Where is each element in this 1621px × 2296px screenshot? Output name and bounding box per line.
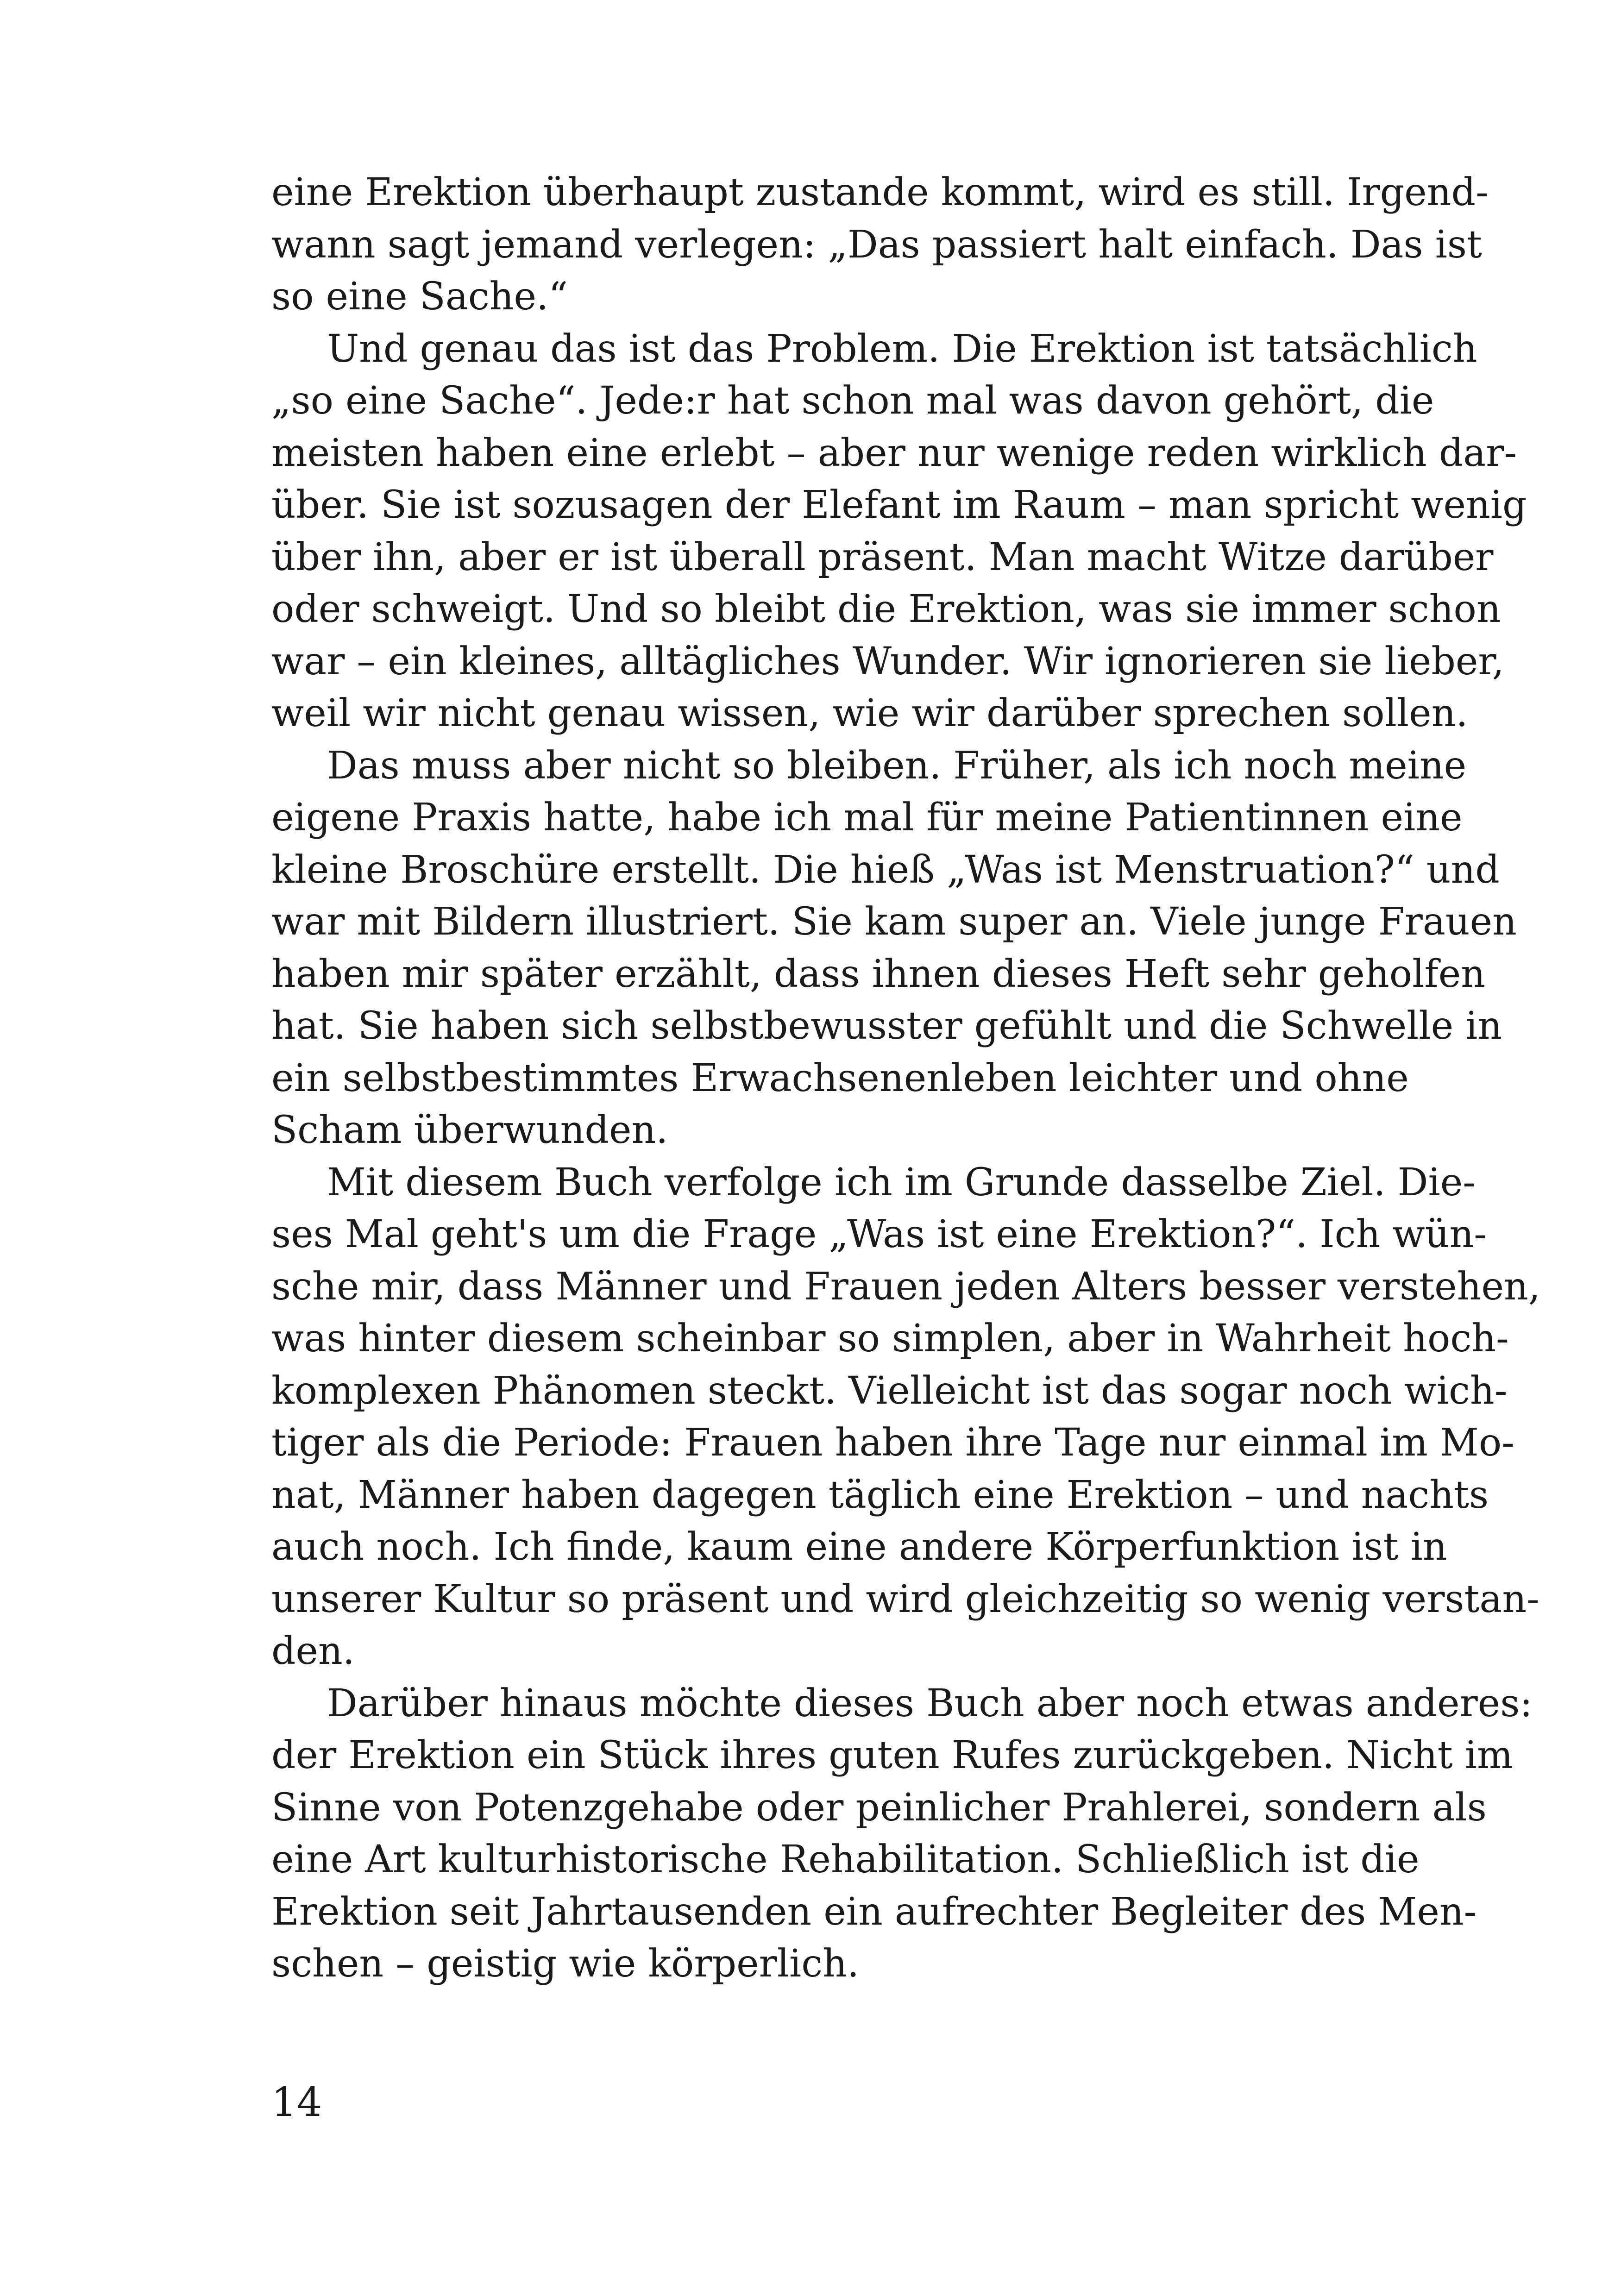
text-line: tiger als die Periode: Frauen haben ihre Tage nur einmal im Mo-: [271, 1421, 1514, 1465]
text-line: eigene Praxis hatte, habe ich mal für meine Patientinnen eine: [271, 796, 1463, 840]
text-line: nat, Männer haben dagegen täglich eine Erektion – und nachts: [271, 1473, 1489, 1517]
text-line: kleine Broschüre erstellt. Die hieß „Was ist Menstruation?“ und: [271, 847, 1500, 892]
text-line: Erektion seit Jahrtausenden ein aufrechter Begleiter des Men-: [271, 1889, 1477, 1934]
text-line: über. Sie ist sozusagen der Elefant im Raum – man spricht wenig: [271, 483, 1527, 527]
text-line: Scham überwunden.: [271, 1108, 668, 1152]
text-line: Das muss aber nicht so bleiben. Früher, als ich noch meine: [327, 743, 1467, 788]
text-line: Und genau das ist das Problem. Die Erektion ist tatsächlich: [327, 326, 1477, 371]
page-number: 14: [271, 2079, 322, 2126]
text-line: sche mir, dass Männer und Frauen jeden Alters besser verstehen,: [271, 1264, 1540, 1309]
text-line: den.: [271, 1629, 355, 1673]
text-line: „so eine Sache“. Jede:r hat schon mal was davon gehört, die: [271, 379, 1434, 423]
text-line: meisten haben eine erlebt – aber nur wenige reden wirklich dar-: [271, 431, 1517, 475]
text-line: hat. Sie haben sich selbstbewusster gefühlt und die Schwelle in: [271, 1004, 1502, 1048]
text-line: der Erektion ein Stück ihres guten Rufes zurückgeben. Nicht im: [271, 1733, 1513, 1777]
text-line: auch noch. Ich finde, kaum eine andere Körperfunktion ist in: [271, 1525, 1447, 1569]
text-line: was hinter diesem scheinbar so simplen, aber in Wahrheit hoch-: [271, 1317, 1509, 1361]
text-line: war mit Bildern illustriert. Sie kam super an. Viele junge Frauen: [271, 900, 1517, 944]
text-line: wann sagt jemand verlegen: „Das passiert halt einfach. Das ist: [271, 222, 1482, 267]
text-line: Sinne von Potenzgehabe oder peinlicher Prahlerei, sondern als: [271, 1785, 1487, 1830]
text-line: war – ein kleines, alltägliches Wunder. Wir ignorieren sie lieber,: [271, 639, 1504, 684]
text-line: über ihn, aber er ist überall präsent. Man macht Witze darüber: [271, 535, 1494, 579]
text-line: Mit diesem Buch verfolge ich im Grunde dasselbe Ziel. Die-: [327, 1160, 1476, 1204]
text-line: Darüber hinaus möchte dieses Buch aber noch etwas anderes:: [327, 1681, 1533, 1725]
text-line: oder schweigt. Und so bleibt die Erektion, was sie immer schon: [271, 587, 1501, 631]
text-line: unserer Kultur so präsent und wird gleichzeitig so wenig verstan-: [271, 1577, 1539, 1621]
text-line: schen – geistig wie körperlich.: [271, 1942, 860, 1986]
text-line: weil wir nicht genau wissen, wie wir darüber sprechen sollen.: [271, 691, 1468, 735]
text-line: komplexen Phänomen steckt. Vielleicht ist das sogar noch wich-: [271, 1368, 1508, 1413]
text-line: ses Mal geht's um die Frage „Was ist eine Erektion?“. Ich wün-: [271, 1212, 1487, 1256]
text-line: ein selbstbestimmtes Erwachsenenleben leichter und ohne: [271, 1056, 1409, 1100]
text-line: so eine Sache.“: [271, 275, 568, 319]
text-line: eine Art kulturhistorische Rehabilitation. Schließlich ist die: [271, 1838, 1420, 1882]
text-line: eine Erektion überhaupt zustande kommt, wird es still. Irgend-: [271, 170, 1489, 214]
text-line: haben mir später erzählt, dass ihnen dieses Heft sehr geholfen: [271, 952, 1486, 996]
body-text: [271, 167, 1540, 1990]
